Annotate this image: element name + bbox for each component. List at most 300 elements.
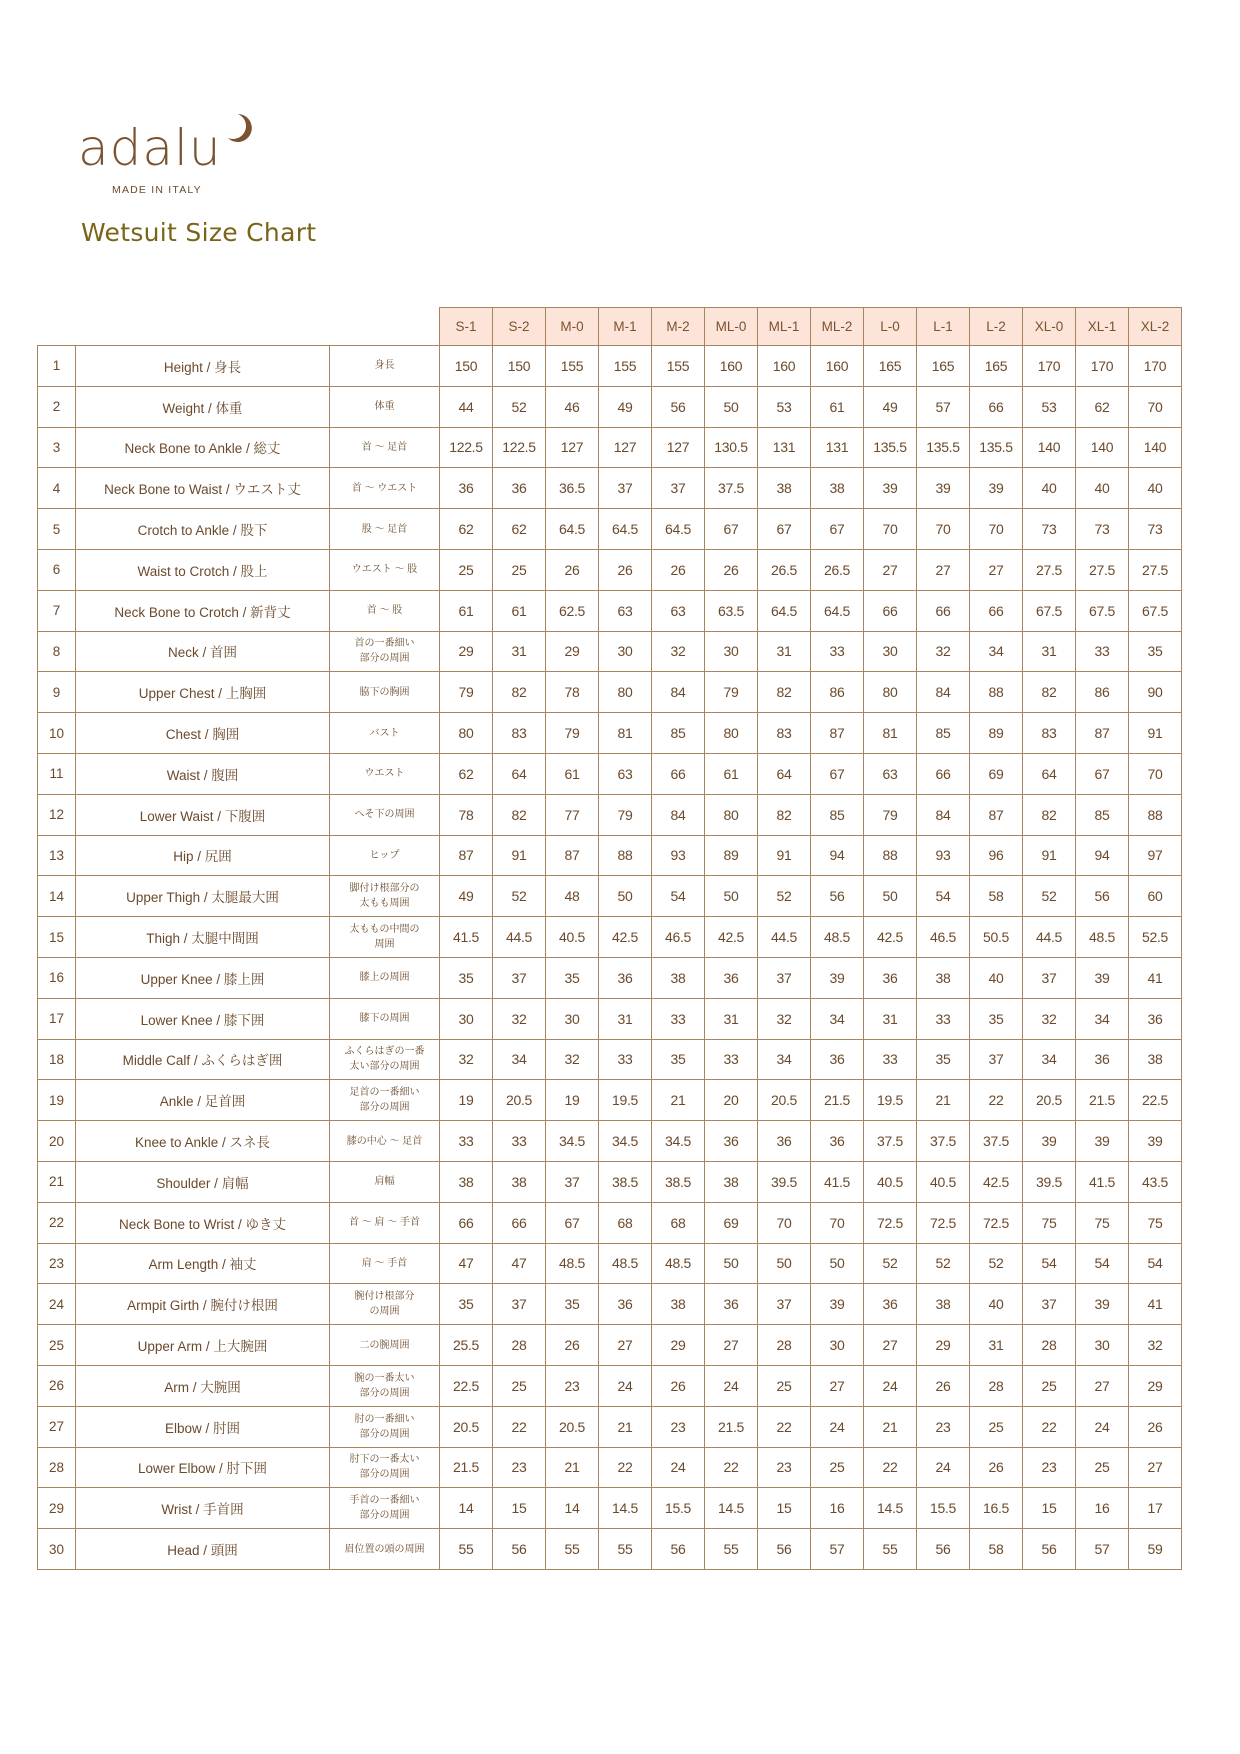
row-number: 4 (38, 468, 76, 509)
size-value: 64 (758, 753, 811, 794)
size-value: 14 (440, 1488, 493, 1529)
table-row (38, 876, 1182, 917)
size-value: 61 (440, 590, 493, 631)
size-value: 20.5 (493, 1080, 546, 1121)
size-value: 25 (970, 1406, 1023, 1447)
measurement-name: Weight / 体重 (76, 386, 330, 427)
size-value: 84 (652, 794, 705, 835)
size-value: 33 (440, 1121, 493, 1162)
size-value: 53 (758, 386, 811, 427)
size-value: 15.5 (652, 1488, 705, 1529)
row-number: 26 (38, 1365, 76, 1406)
size-value: 32 (546, 1039, 599, 1080)
size-value: 26 (599, 549, 652, 590)
size-value: 23 (917, 1406, 970, 1447)
size-value: 39 (1023, 1121, 1076, 1162)
size-value: 66 (864, 590, 917, 631)
size-value: 66 (970, 590, 1023, 631)
size-header: M-2 (652, 308, 705, 346)
size-value: 35 (917, 1039, 970, 1080)
size-value: 20.5 (1023, 1080, 1076, 1121)
row-number: 21 (38, 1161, 76, 1202)
size-value: 20.5 (546, 1406, 599, 1447)
row-number: 29 (38, 1488, 76, 1529)
size-value: 61 (705, 753, 758, 794)
size-header-row (38, 308, 1182, 346)
size-value: 135.5 (917, 427, 970, 468)
size-value: 70 (758, 1202, 811, 1243)
size-value: 140 (1129, 427, 1182, 468)
measurement-name: Upper Chest / 上胸囲 (76, 672, 330, 713)
table-row (38, 672, 1182, 713)
size-value: 36 (599, 1284, 652, 1325)
size-value: 170 (1076, 346, 1129, 387)
size-value: 57 (811, 1529, 864, 1570)
size-value: 94 (811, 835, 864, 876)
size-value: 41 (1129, 957, 1182, 998)
measurement-description: 手首の一番細い 部分の周囲 (330, 1488, 440, 1529)
size-value: 28 (970, 1365, 1023, 1406)
row-number: 20 (38, 1121, 76, 1162)
size-value: 44 (440, 386, 493, 427)
size-value: 38 (652, 1284, 705, 1325)
row-number: 18 (38, 1039, 76, 1080)
size-value: 89 (705, 835, 758, 876)
size-value: 140 (1023, 427, 1076, 468)
measurement-name: Neck Bone to Waist / ウエスト丈 (76, 468, 330, 509)
size-value: 85 (811, 794, 864, 835)
size-value: 30 (705, 631, 758, 672)
size-value: 26.5 (758, 549, 811, 590)
size-value: 14.5 (599, 1488, 652, 1529)
size-value: 40 (970, 957, 1023, 998)
size-value: 31 (1023, 631, 1076, 672)
size-value: 30 (599, 631, 652, 672)
size-value: 52.5 (1129, 917, 1182, 958)
table-row (38, 1365, 1182, 1406)
row-number: 27 (38, 1406, 76, 1447)
header-blank (330, 308, 440, 346)
size-value: 165 (970, 346, 1023, 387)
size-value: 68 (599, 1202, 652, 1243)
size-value: 135.5 (970, 427, 1023, 468)
size-value: 81 (864, 713, 917, 754)
size-value: 23 (758, 1447, 811, 1488)
size-value: 55 (599, 1529, 652, 1570)
size-value: 38 (758, 468, 811, 509)
measurement-description: 肩 ～ 手首 (330, 1243, 440, 1284)
size-value: 127 (652, 427, 705, 468)
size-value: 30 (811, 1325, 864, 1366)
size-value: 33 (652, 998, 705, 1039)
size-value: 27 (811, 1365, 864, 1406)
size-value: 131 (811, 427, 864, 468)
size-value: 37 (758, 1284, 811, 1325)
size-value: 20 (705, 1080, 758, 1121)
size-value: 26 (652, 1365, 705, 1406)
size-value: 57 (1076, 1529, 1129, 1570)
size-value: 78 (440, 794, 493, 835)
size-value: 25 (1023, 1365, 1076, 1406)
size-value: 67 (758, 509, 811, 550)
table-row (38, 1406, 1182, 1447)
size-value: 25 (811, 1447, 864, 1488)
size-value: 90 (1129, 672, 1182, 713)
size-value: 26 (1129, 1406, 1182, 1447)
size-value: 34 (1076, 998, 1129, 1039)
size-value: 79 (599, 794, 652, 835)
size-value: 39 (864, 468, 917, 509)
measurement-description: 二の腕周囲 (330, 1325, 440, 1366)
size-value: 84 (917, 794, 970, 835)
size-value: 42.5 (599, 917, 652, 958)
table-row (38, 1202, 1182, 1243)
size-value: 35 (440, 957, 493, 998)
size-value: 155 (546, 346, 599, 387)
size-value: 24 (864, 1365, 917, 1406)
size-value: 59 (1129, 1529, 1182, 1570)
size-value: 22.5 (440, 1365, 493, 1406)
size-value: 81 (599, 713, 652, 754)
size-value: 62 (440, 753, 493, 794)
size-value: 36 (811, 1121, 864, 1162)
size-value: 30 (546, 998, 599, 1039)
size-value: 41.5 (1076, 1161, 1129, 1202)
size-value: 37 (546, 1161, 599, 1202)
size-value: 89 (970, 713, 1023, 754)
size-value: 37.5 (705, 468, 758, 509)
size-value: 55 (705, 1529, 758, 1570)
size-value: 40 (1023, 468, 1076, 509)
size-value: 64.5 (758, 590, 811, 631)
table-row (38, 1161, 1182, 1202)
size-value: 19 (440, 1080, 493, 1121)
measurement-name: Ankle / 足首囲 (76, 1080, 330, 1121)
measurement-name: Arm Length / 袖丈 (76, 1243, 330, 1284)
size-header: L-2 (970, 308, 1023, 346)
size-value: 26 (546, 1325, 599, 1366)
measurement-name: Crotch to Ankle / 股下 (76, 509, 330, 550)
size-value: 52 (758, 876, 811, 917)
brand-logo (78, 112, 278, 202)
table-row (38, 468, 1182, 509)
size-value: 37 (1023, 957, 1076, 998)
measurement-description: 腕の一番太い 部分の周囲 (330, 1365, 440, 1406)
size-value: 73 (1129, 509, 1182, 550)
size-value: 14.5 (864, 1488, 917, 1529)
size-value: 24 (1076, 1406, 1129, 1447)
size-value: 165 (864, 346, 917, 387)
size-header: M-0 (546, 308, 599, 346)
size-value: 165 (917, 346, 970, 387)
size-value: 73 (1076, 509, 1129, 550)
size-value: 26 (970, 1447, 1023, 1488)
measurement-description: 首 ～ 股 (330, 590, 440, 631)
row-number: 28 (38, 1447, 76, 1488)
size-value: 97 (1129, 835, 1182, 876)
size-value: 38 (705, 1161, 758, 1202)
measurement-description: 首の一番細い 部分の周囲 (330, 631, 440, 672)
size-value: 23 (1023, 1447, 1076, 1488)
size-value: 88 (970, 672, 1023, 713)
size-header: ML-2 (811, 308, 864, 346)
size-value: 35 (546, 1284, 599, 1325)
size-value: 64.5 (811, 590, 864, 631)
size-value: 38 (652, 957, 705, 998)
size-value: 28 (758, 1325, 811, 1366)
size-value: 62 (440, 509, 493, 550)
size-value: 67.5 (1023, 590, 1076, 631)
size-value: 86 (811, 672, 864, 713)
table-row (38, 1039, 1182, 1080)
size-value: 38.5 (652, 1161, 705, 1202)
size-value: 56 (493, 1529, 546, 1570)
size-value: 19.5 (599, 1080, 652, 1121)
size-value: 35 (1129, 631, 1182, 672)
size-value: 22 (705, 1447, 758, 1488)
size-value: 36 (864, 1284, 917, 1325)
size-value: 62.5 (546, 590, 599, 631)
size-header: S-1 (440, 308, 493, 346)
measurement-name: Upper Arm / 上大腕囲 (76, 1325, 330, 1366)
size-value: 36 (811, 1039, 864, 1080)
size-value: 54 (917, 876, 970, 917)
measurement-description: 眉位置の頭の周囲 (330, 1529, 440, 1570)
size-value: 31 (970, 1325, 1023, 1366)
size-value: 21 (917, 1080, 970, 1121)
size-value: 19 (546, 1080, 599, 1121)
size-value: 49 (864, 386, 917, 427)
header-blank (76, 308, 330, 346)
size-value: 30 (440, 998, 493, 1039)
size-value: 79 (546, 713, 599, 754)
size-value: 87 (546, 835, 599, 876)
size-value: 88 (1129, 794, 1182, 835)
size-value: 21 (599, 1406, 652, 1447)
size-value: 24 (917, 1447, 970, 1488)
size-value: 22 (758, 1406, 811, 1447)
size-value: 37 (1023, 1284, 1076, 1325)
measurement-name: Neck Bone to Crotch / 新背丈 (76, 590, 330, 631)
size-value: 40.5 (917, 1161, 970, 1202)
size-value: 67 (546, 1202, 599, 1243)
measurement-description: 肘の一番細い 部分の周囲 (330, 1406, 440, 1447)
size-value: 40 (1076, 468, 1129, 509)
row-number: 6 (38, 549, 76, 590)
size-value: 29 (917, 1325, 970, 1366)
size-header: L-1 (917, 308, 970, 346)
size-value: 22 (1023, 1406, 1076, 1447)
size-value: 64.5 (599, 509, 652, 550)
measurement-name: Height / 身長 (76, 346, 330, 387)
measurement-name: Waist to Crotch / 股上 (76, 549, 330, 590)
measurement-name: Chest / 胸囲 (76, 713, 330, 754)
size-value: 75 (1129, 1202, 1182, 1243)
size-value: 26 (652, 549, 705, 590)
size-value: 93 (917, 835, 970, 876)
size-value: 170 (1129, 346, 1182, 387)
size-value: 53 (1023, 386, 1076, 427)
size-value: 22 (599, 1447, 652, 1488)
size-value: 37 (599, 468, 652, 509)
measurement-description: ウエスト (330, 753, 440, 794)
measurement-description: 足首の一番細い 部分の周囲 (330, 1080, 440, 1121)
size-chart-table (37, 307, 1182, 1570)
size-value: 56 (811, 876, 864, 917)
size-header: ML-0 (705, 308, 758, 346)
size-value: 30 (864, 631, 917, 672)
row-number: 30 (38, 1529, 76, 1570)
size-value: 40 (970, 1284, 1023, 1325)
size-value: 50 (705, 386, 758, 427)
size-value: 82 (1023, 672, 1076, 713)
table-row (38, 631, 1182, 672)
size-value: 80 (705, 713, 758, 754)
size-value: 16.5 (970, 1488, 1023, 1529)
size-value: 31 (758, 631, 811, 672)
measurement-name: Head / 頭囲 (76, 1529, 330, 1570)
size-value: 15 (758, 1488, 811, 1529)
size-value: 37 (652, 468, 705, 509)
size-value: 80 (705, 794, 758, 835)
size-value: 79 (864, 794, 917, 835)
size-value: 39 (1076, 1121, 1129, 1162)
crescent-moon-icon (222, 112, 256, 146)
row-number: 3 (38, 427, 76, 468)
size-value: 52 (493, 876, 546, 917)
size-value: 80 (599, 672, 652, 713)
size-value: 63 (599, 753, 652, 794)
size-value: 85 (652, 713, 705, 754)
size-value: 72.5 (864, 1202, 917, 1243)
table-row (38, 1325, 1182, 1366)
row-number: 25 (38, 1325, 76, 1366)
size-value: 52 (1023, 876, 1076, 917)
size-value: 39 (1129, 1121, 1182, 1162)
size-value: 32 (1023, 998, 1076, 1039)
size-value: 26 (546, 549, 599, 590)
size-value: 33 (599, 1039, 652, 1080)
size-value: 29 (652, 1325, 705, 1366)
size-value: 21.5 (440, 1447, 493, 1488)
size-value: 82 (493, 672, 546, 713)
size-value: 67.5 (1129, 590, 1182, 631)
size-value: 63.5 (705, 590, 758, 631)
size-value: 94 (1076, 835, 1129, 876)
size-value: 27 (599, 1325, 652, 1366)
size-value: 37 (970, 1039, 1023, 1080)
size-value: 87 (1076, 713, 1129, 754)
size-value: 24 (811, 1406, 864, 1447)
size-value: 155 (599, 346, 652, 387)
size-value: 38.5 (599, 1161, 652, 1202)
size-header: ML-1 (758, 308, 811, 346)
measurement-description: ヒップ (330, 835, 440, 876)
size-value: 37 (758, 957, 811, 998)
size-value: 91 (1023, 835, 1076, 876)
measurement-description: 身長 (330, 346, 440, 387)
size-value: 61 (811, 386, 864, 427)
size-value: 62 (1076, 386, 1129, 427)
size-value: 56 (652, 1529, 705, 1570)
size-value: 27 (864, 549, 917, 590)
size-value: 28 (493, 1325, 546, 1366)
table-row (38, 1080, 1182, 1121)
size-value: 66 (440, 1202, 493, 1243)
size-value: 27.5 (1129, 549, 1182, 590)
size-value: 24 (705, 1365, 758, 1406)
measurement-description: バスト (330, 713, 440, 754)
table-row (38, 998, 1182, 1039)
size-value: 21.5 (705, 1406, 758, 1447)
size-value: 31 (599, 998, 652, 1039)
size-value: 34 (811, 998, 864, 1039)
row-number: 15 (38, 917, 76, 958)
table-row (38, 1447, 1182, 1488)
size-value: 160 (811, 346, 864, 387)
size-value: 82 (758, 672, 811, 713)
measurement-name: Armpit Girth / 腕付け根囲 (76, 1284, 330, 1325)
size-value: 38 (811, 468, 864, 509)
size-value: 34 (1023, 1039, 1076, 1080)
size-value: 37.5 (917, 1121, 970, 1162)
size-value: 52 (970, 1243, 1023, 1284)
size-value: 33 (1076, 631, 1129, 672)
size-value: 67 (811, 753, 864, 794)
size-value: 32 (440, 1039, 493, 1080)
measurement-name: Upper Thigh / 太腿最大囲 (76, 876, 330, 917)
size-value: 63 (652, 590, 705, 631)
size-value: 66 (917, 590, 970, 631)
measurement-description: 脇下の胸囲 (330, 672, 440, 713)
size-value: 36 (493, 468, 546, 509)
measurement-description: 太ももの中間の 周囲 (330, 917, 440, 958)
size-header: XL-0 (1023, 308, 1076, 346)
size-value: 36 (705, 957, 758, 998)
size-value: 155 (652, 346, 705, 387)
size-value: 34 (493, 1039, 546, 1080)
size-value: 52 (917, 1243, 970, 1284)
size-value: 39.5 (758, 1161, 811, 1202)
row-number: 9 (38, 672, 76, 713)
size-value: 80 (440, 713, 493, 754)
table-row (38, 1121, 1182, 1162)
size-value: 25 (440, 549, 493, 590)
size-value: 36 (705, 1121, 758, 1162)
size-value: 78 (546, 672, 599, 713)
size-value: 20.5 (440, 1406, 493, 1447)
measurement-name: Middle Calf / ふくらはぎ囲 (76, 1039, 330, 1080)
measurement-description: 股 ～ 足首 (330, 509, 440, 550)
size-value: 46.5 (652, 917, 705, 958)
size-value: 91 (758, 835, 811, 876)
size-value: 26 (705, 549, 758, 590)
row-number: 5 (38, 509, 76, 550)
size-value: 83 (758, 713, 811, 754)
size-value: 33 (917, 998, 970, 1039)
size-value: 40.5 (864, 1161, 917, 1202)
size-value: 150 (493, 346, 546, 387)
size-value: 64.5 (652, 509, 705, 550)
table-row (38, 1243, 1182, 1284)
size-value: 23 (493, 1447, 546, 1488)
size-value: 14 (546, 1488, 599, 1529)
table-row (38, 590, 1182, 631)
size-value: 48.5 (546, 1243, 599, 1284)
size-value: 75 (1023, 1202, 1076, 1243)
size-value: 83 (493, 713, 546, 754)
size-value: 36 (1076, 1039, 1129, 1080)
